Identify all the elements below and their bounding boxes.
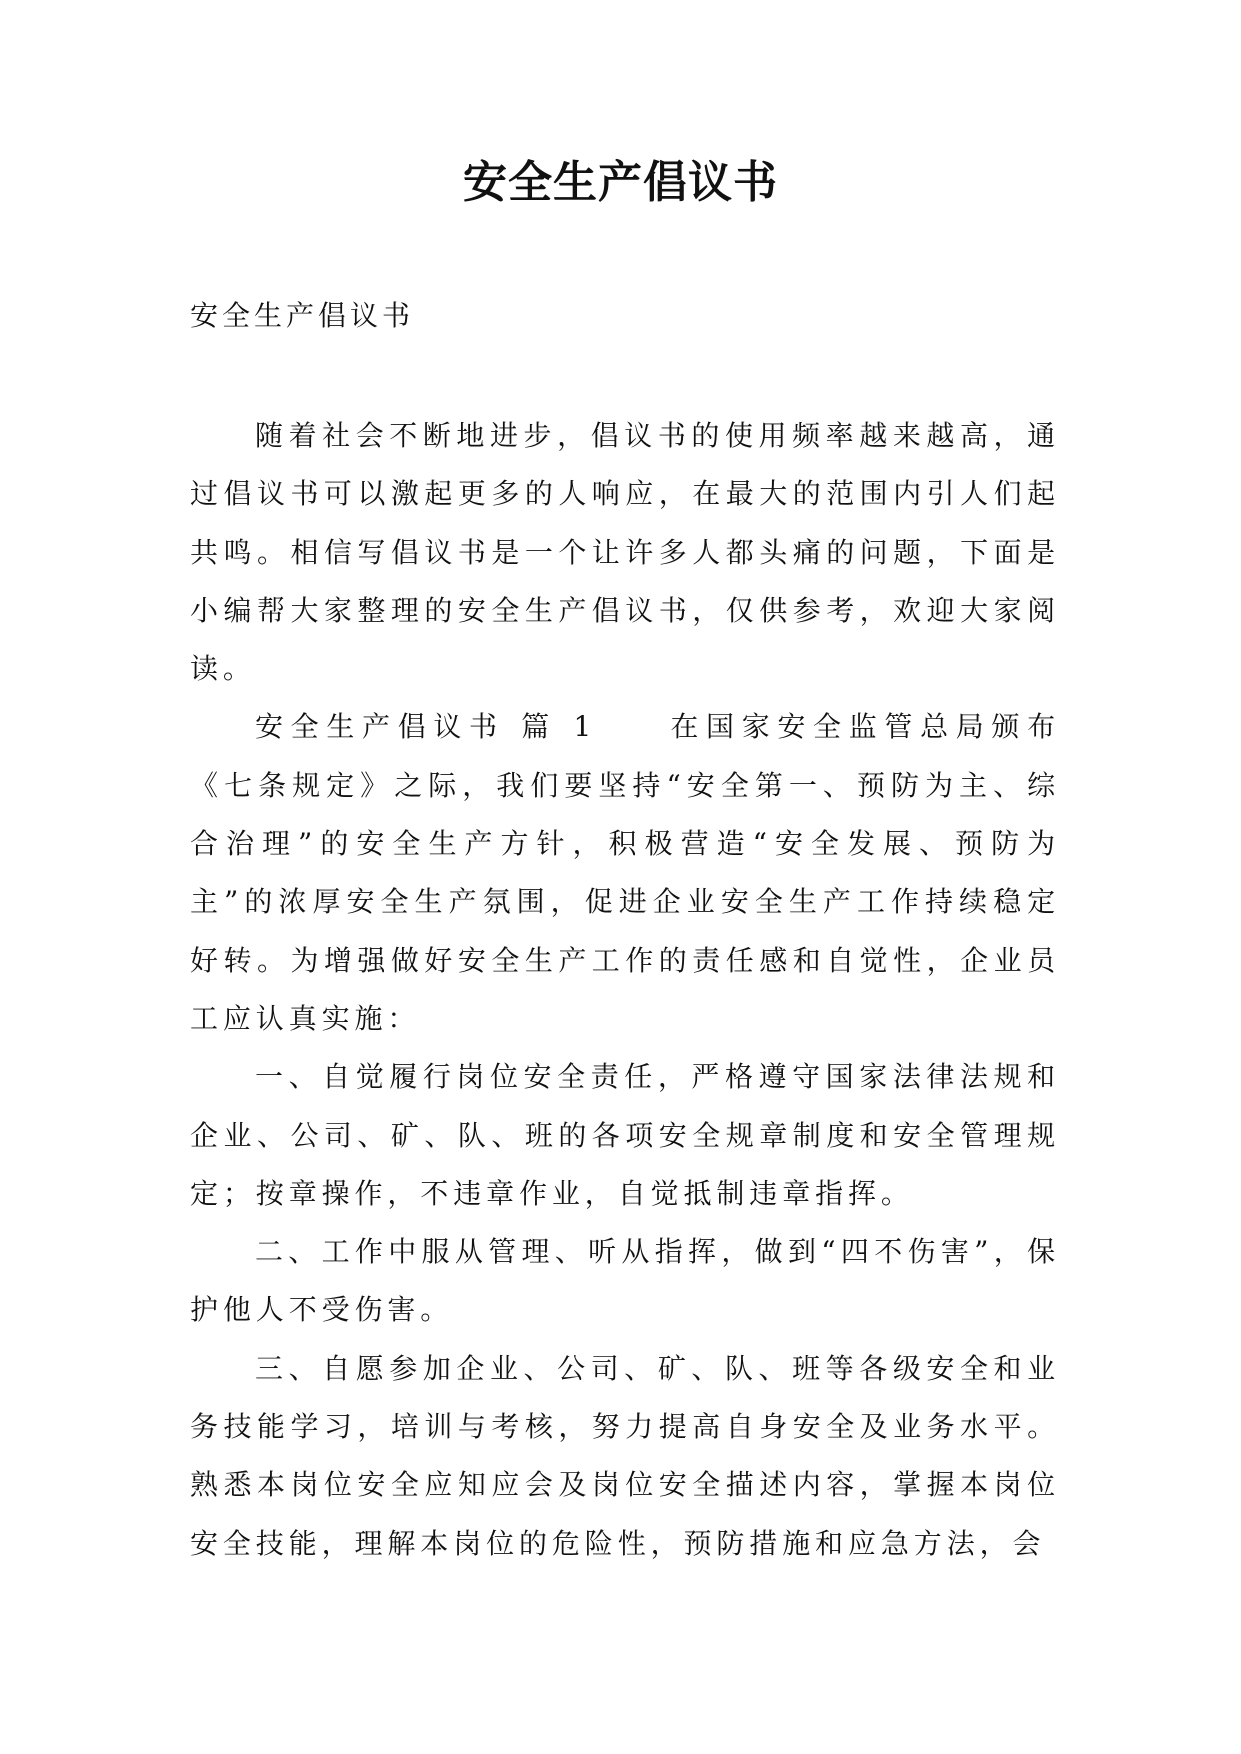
paragraph-item-3: 三、自愿参加企业、公司、矿、队、班等各级安全和业务技能学习，培训与考核，努力提高自身安全及业务水平。熟悉本岗位安全应知应会及岗位安全描述内容，掌握本岗位安全技能，理解本岗位的危险性，预防措施和应急方法，会 — [190, 1351, 1060, 1560]
paragraph-item-1: 一、自觉履行岗位安全责任，严格遵守国家法律法规和企业、公司、矿、队、班的各项安全规章制度和安全管理规定；按章操作，不违章作业，自觉抵制违章指挥。 — [190, 1060, 1060, 1210]
document-title: 安全生产倡议书 — [463, 157, 778, 208]
document-body — [190, 287, 1060, 1573]
document-subtitle: 安全生产倡议书 — [190, 299, 415, 332]
paragraph-item-2: 二、工作中服从管理、听从指挥，做到“四不伤害”，保护他人不受伤害。 — [190, 1235, 1060, 1327]
paragraph-intro: 随着社会不断地进步，倡议书的使用频率越来越高，通过倡议书可以激起更多的人响应，在最大的范围内引人们起共鸣。相信写倡议书是一个让许多人都头痛的问题，下面是小编帮大家整理的安全生产倡议书，仅供参考，欢迎大家阅读。 — [190, 419, 1060, 686]
paragraph-section-1: 安全生产倡议书 篇 1 在国家安全监管总局颁布《七条规定》之际，我们要坚持“安全第一、预防为主、综合治理”的安全生产方针，积极营造“安全发展、预防为主”的浓厚安全生产氛围，促进企业安全生产工作持续稳定好转。为增强做好安全生产工作的责任感和自觉性，企业员工应认真实施： — [190, 710, 1060, 1035]
